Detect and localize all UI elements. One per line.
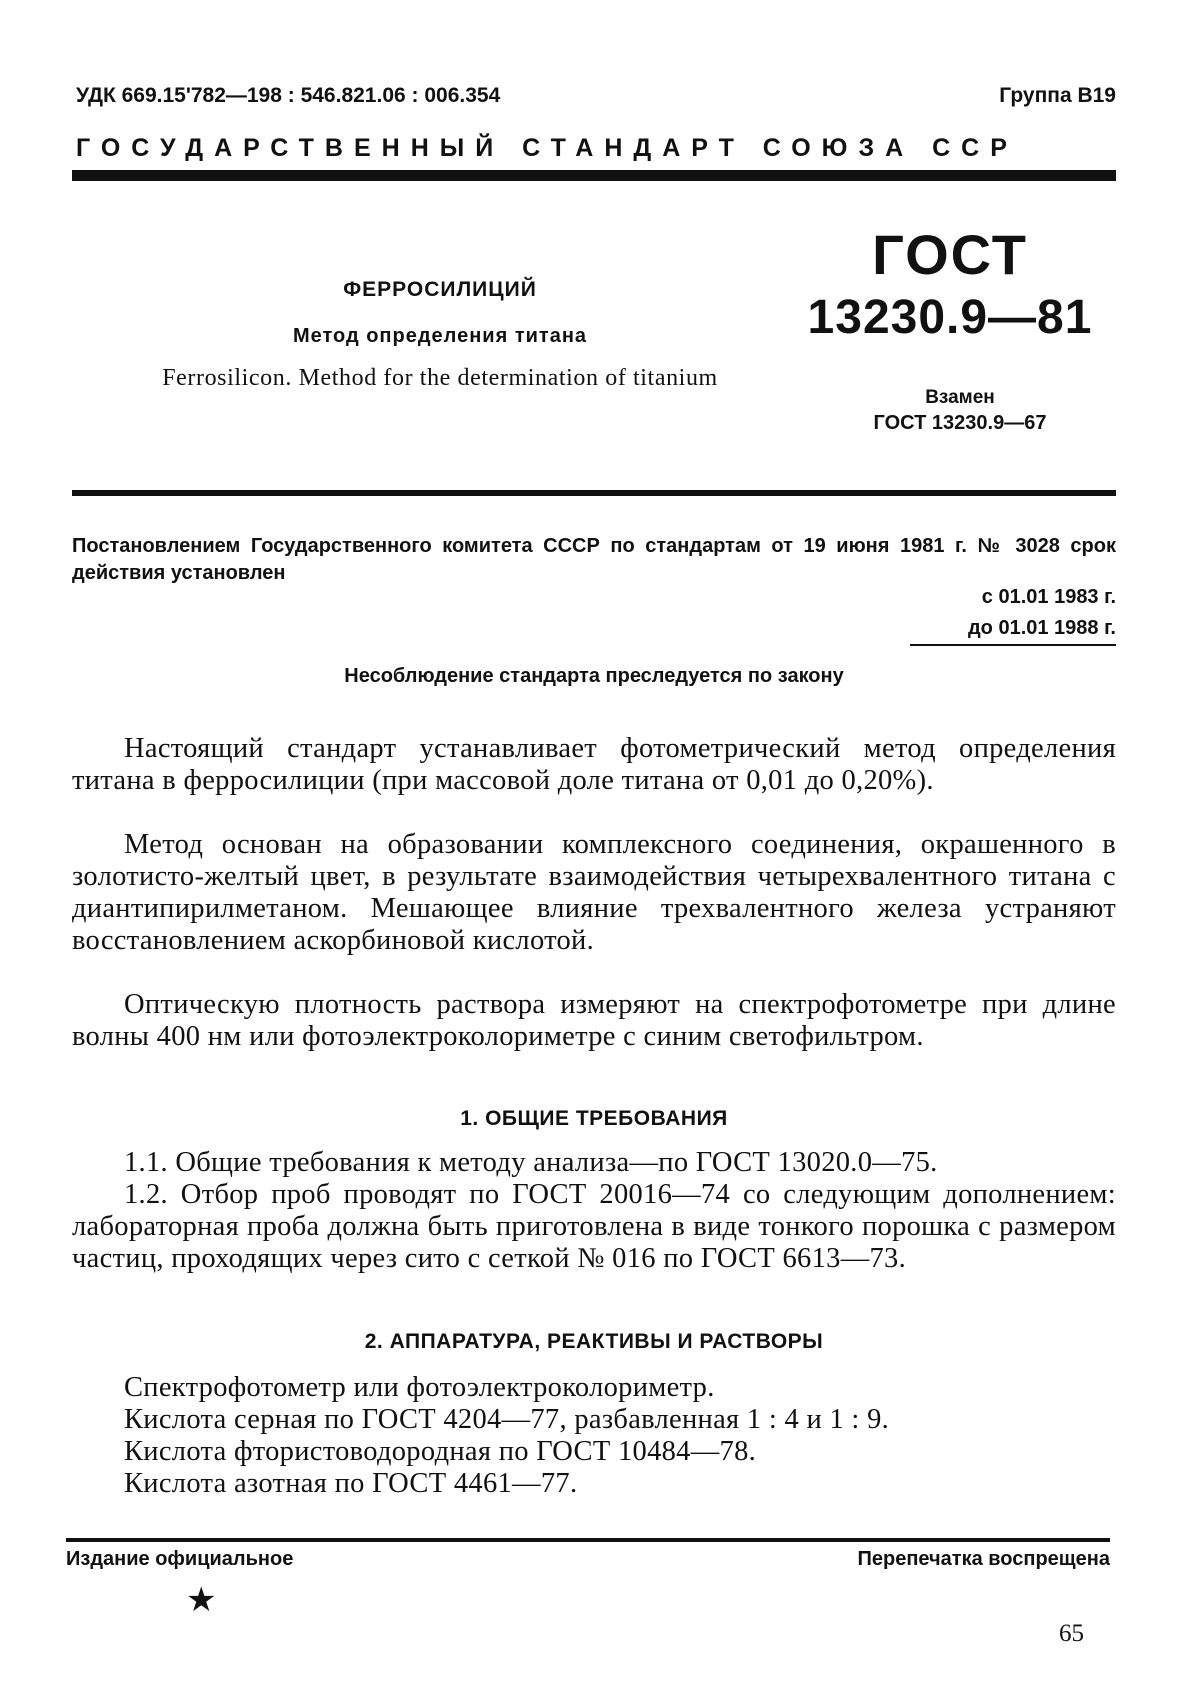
optical-density-paragraph: Оптическую плотность раствора измеряют на спектрофотометре при длине волны 400 нм или фотоэлектроколориметре с синим светофильтром. (72, 989, 1116, 1052)
no-reprint-label: Перепечатка воспрещена (857, 1548, 1110, 1570)
effective-from-date: с 01.01 1983 г. (981, 586, 1116, 608)
official-edition-label: Издание официальное (66, 1548, 294, 1570)
section-2-heading: 2. АППАРАТУРА, РЕАКТИВЫ И РАСТВОРЫ (364, 1330, 824, 1353)
gost-label: ГОСТ (872, 223, 1028, 286)
reagent-item: Кислота фтористоводородная по ГОСТ 10484—78. (124, 1436, 757, 1467)
top-rule (72, 170, 1116, 181)
star-icon: ★ (186, 1580, 217, 1620)
gost-number: 13230.9—81 (807, 291, 1093, 344)
clause-1-2: 1.2. Отбор проб проводят по ГОСТ 20016—74 со следующим дополнением: лабораторная проба должна быть приготовлена в виде тонкого порошка с размером частиц, проходящих через сито с сеткой № 016 по ГОСТ 6613—73. (72, 1179, 1116, 1274)
bottom-rule (66, 1538, 1110, 1542)
state-standard-banner: ГОСУДАРСТВЕННЫЙ СТАНДАРТ СОЮЗА ССР (76, 134, 1018, 162)
replaces-label: Взамен (925, 387, 995, 408)
middle-rule (72, 490, 1116, 496)
effective-to-date: до 01.01 1988 г. (967, 617, 1116, 639)
reagent-item: Спектрофотометр или фотоэлектроколориметр. (124, 1372, 715, 1403)
reagent-item: Кислота азотная по ГОСТ 4461—77. (124, 1468, 578, 1499)
clause-1-1: 1.1. Общие требования к методу анализа—по ГОСТ 13020.0—75. (124, 1147, 938, 1178)
date-underline (910, 644, 1116, 646)
english-title: Ferrosilicon. Method for the determination of titanium (162, 365, 718, 391)
document-subtitle: Метод определения титана (292, 325, 588, 347)
group-code: Группа В19 (999, 84, 1116, 107)
method-paragraph: Метод основан на образовании комплексного соединения, окрашенного в золотисто-желтый цвет, в результате взаимодействия четырехвалентного титана с диантипирилметаном. Мешающее влияние трехвалентного железа устраняют восстановлением аскорбиновой кислотой. (72, 829, 1116, 956)
law-notice: Несоблюдение стандарта преследуется по закону (344, 665, 844, 687)
intro-paragraph: Настоящий стандарт устанавливает фотометрический метод определения титана в ферросилиции (при массовой доле титана от 0,01 до 0,20%). (72, 733, 1116, 796)
reagent-item: Кислота серная по ГОСТ 4204—77, разбавленная 1 : 4 и 1 : 9. (124, 1404, 890, 1435)
page-number: 65 (1059, 1620, 1084, 1647)
section-1-heading: 1. ОБЩИЕ ТРЕБОВАНИЯ (460, 1107, 728, 1130)
replaces-value: ГОСТ 13230.9—67 (873, 412, 1047, 434)
udk-code: УДК 669.15'782—198 : 546.821.06 : 006.354 (76, 84, 501, 107)
decree-text: Постановлением Государственного комитета СССР по стандартам от 19 июня 1981 г. № 3028 срок действия установлен (72, 535, 1116, 584)
document-title: ФЕРРОСИЛИЦИЙ (343, 278, 537, 301)
